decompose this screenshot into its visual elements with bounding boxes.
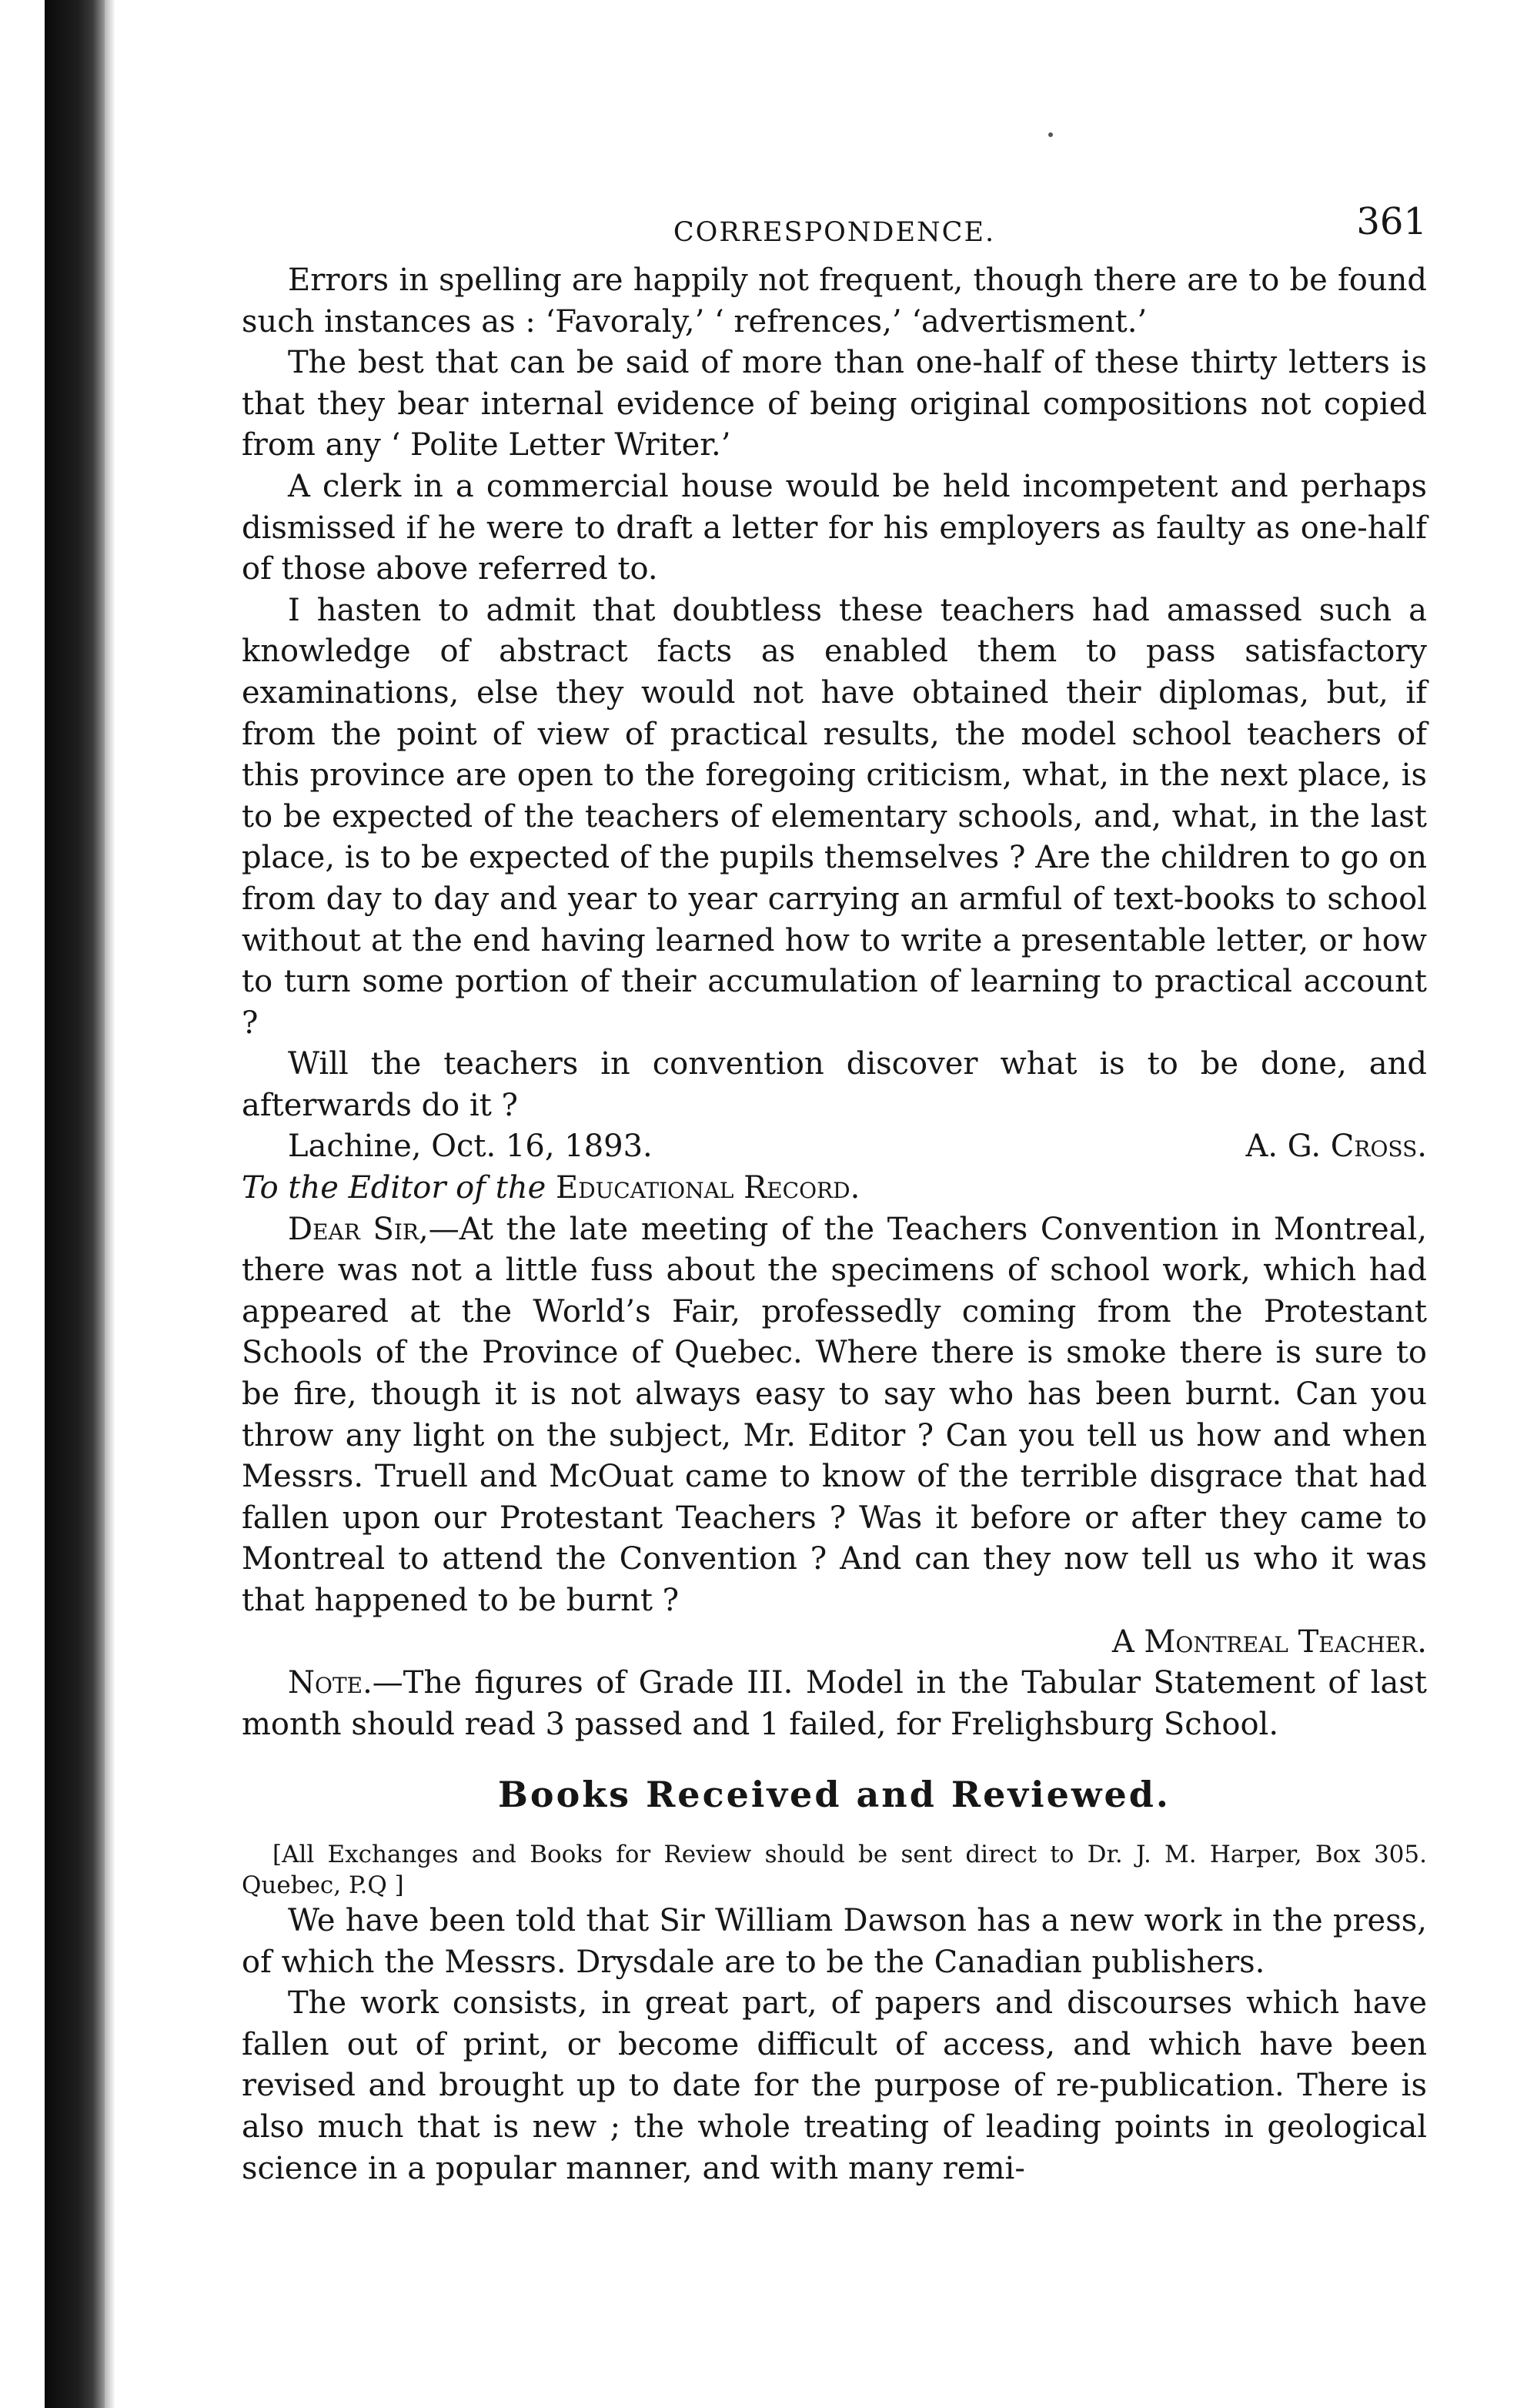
salutation: Dear Sir,	[288, 1211, 429, 1247]
section-title: Books Received and Reviewed.	[498, 1774, 1171, 1816]
note-text: —The figures of Grade III. Model in the Tabular Statement of last month should read 3 passed and 1 failed, for Frelighsburg School.	[242, 1665, 1427, 1742]
page-number: 361	[1356, 200, 1427, 243]
note-label: Note.	[288, 1665, 373, 1701]
signature-line	[242, 1622, 1427, 1664]
signature: A Montreal Teacher.	[1111, 1624, 1427, 1660]
paragraph: We have been told that Sir William Dawson has a new work in the press, of which the Messrs. Drysdale are to be the Canadian publishers.	[242, 1902, 1427, 1980]
ink-speck	[1048, 132, 1053, 137]
dateline	[242, 1126, 1427, 1168]
running-head: CORRESPONDENCE.	[673, 217, 996, 248]
paragraph: Errors in spelling are happily not frequent, though there are to be found such instances as : ‘Favoraly,’ ‘ refrences,’ ‘advertisment.’	[242, 263, 1427, 339]
paragraph: The best that can be said of more than one-half of these thirty letters is that they bear internal evidence of being original compositions not copied from any ‘ Polite Letter Writer.’	[242, 345, 1427, 463]
place-date: Lachine, Oct. 16, 1893.	[288, 1129, 653, 1165]
paragraph: I hasten to admit that doubtless these teachers had amassed such a knowledge of abstract facts as enabled them to pass satisfactory examinations, else they would not have obtained their diplomas, but, if from the point of view of practical results, the model school teachers of this province are open to the foregoing criticism, what, in the next place, is to be expected of the teachers of elementary schools, and, what, in the last place, is to be expected of the pupils themselves ? Are the children to go on from day to day and year to year carrying an armful of text-books to school without at the end having learned how to write a presentable letter, or how to turn some portion of their accumulation of learning to practical account ?	[242, 592, 1427, 1041]
spine-edge	[105, 0, 115, 2408]
address-italic: To the Editor of the	[242, 1170, 546, 1206]
page	[242, 202, 1427, 2189]
letter-address	[242, 1168, 1427, 1209]
paragraph: A clerk in a commercial house would be held incompetent and perhaps dismissed if he were to draft a letter for his employers as faulty as one-half of those above referred to.	[242, 468, 1427, 587]
paragraph: The work consists, in great part, of papers and discourses which have fallen out of print, or become difficult of access, and which have been revised and brought up to date for the purpose of re-publication. There is also much that is new ; the whole treating of leading points in geological science in a popular manner, and with many remi-	[242, 1985, 1427, 2186]
page-header	[242, 202, 1427, 260]
letter-body	[242, 1209, 1427, 1622]
editorial-note: [All Exchanges and Books for Review should be sent direct to Dr. J. M. Harper, Box 305. Quebec, P.Q ]	[242, 1840, 1427, 1899]
letter-text: —At the late meeting of the Teachers Convention in Montreal, there was not a little fuss about the specimens of school work, which had appeared at the World’s Fair, professedly coming from the Protestant Schools of the Province of Quebec. Where there is smoke there is sure to be fire, though it is not always easy to say who has been burnt. Can you throw any light on the subject, Mr. Editor ? Can you tell us how and when Messrs. Truell and McOuat came to know of the terrible disgrace that had fallen upon our Protestant Teachers ? Was it before or after they came to Montreal to attend the Convention ? And can they now tell us who it was that happened to be burnt ?	[242, 1211, 1427, 1618]
note-paragraph	[242, 1663, 1427, 1745]
journal-name: Educational Record.	[556, 1170, 860, 1206]
book-spine-shadow	[45, 0, 105, 2408]
paragraph: Will the teachers in convention discover what is to be done, and afterwards do it ?	[242, 1046, 1427, 1123]
signature: A. G. Cross.	[1245, 1129, 1427, 1165]
